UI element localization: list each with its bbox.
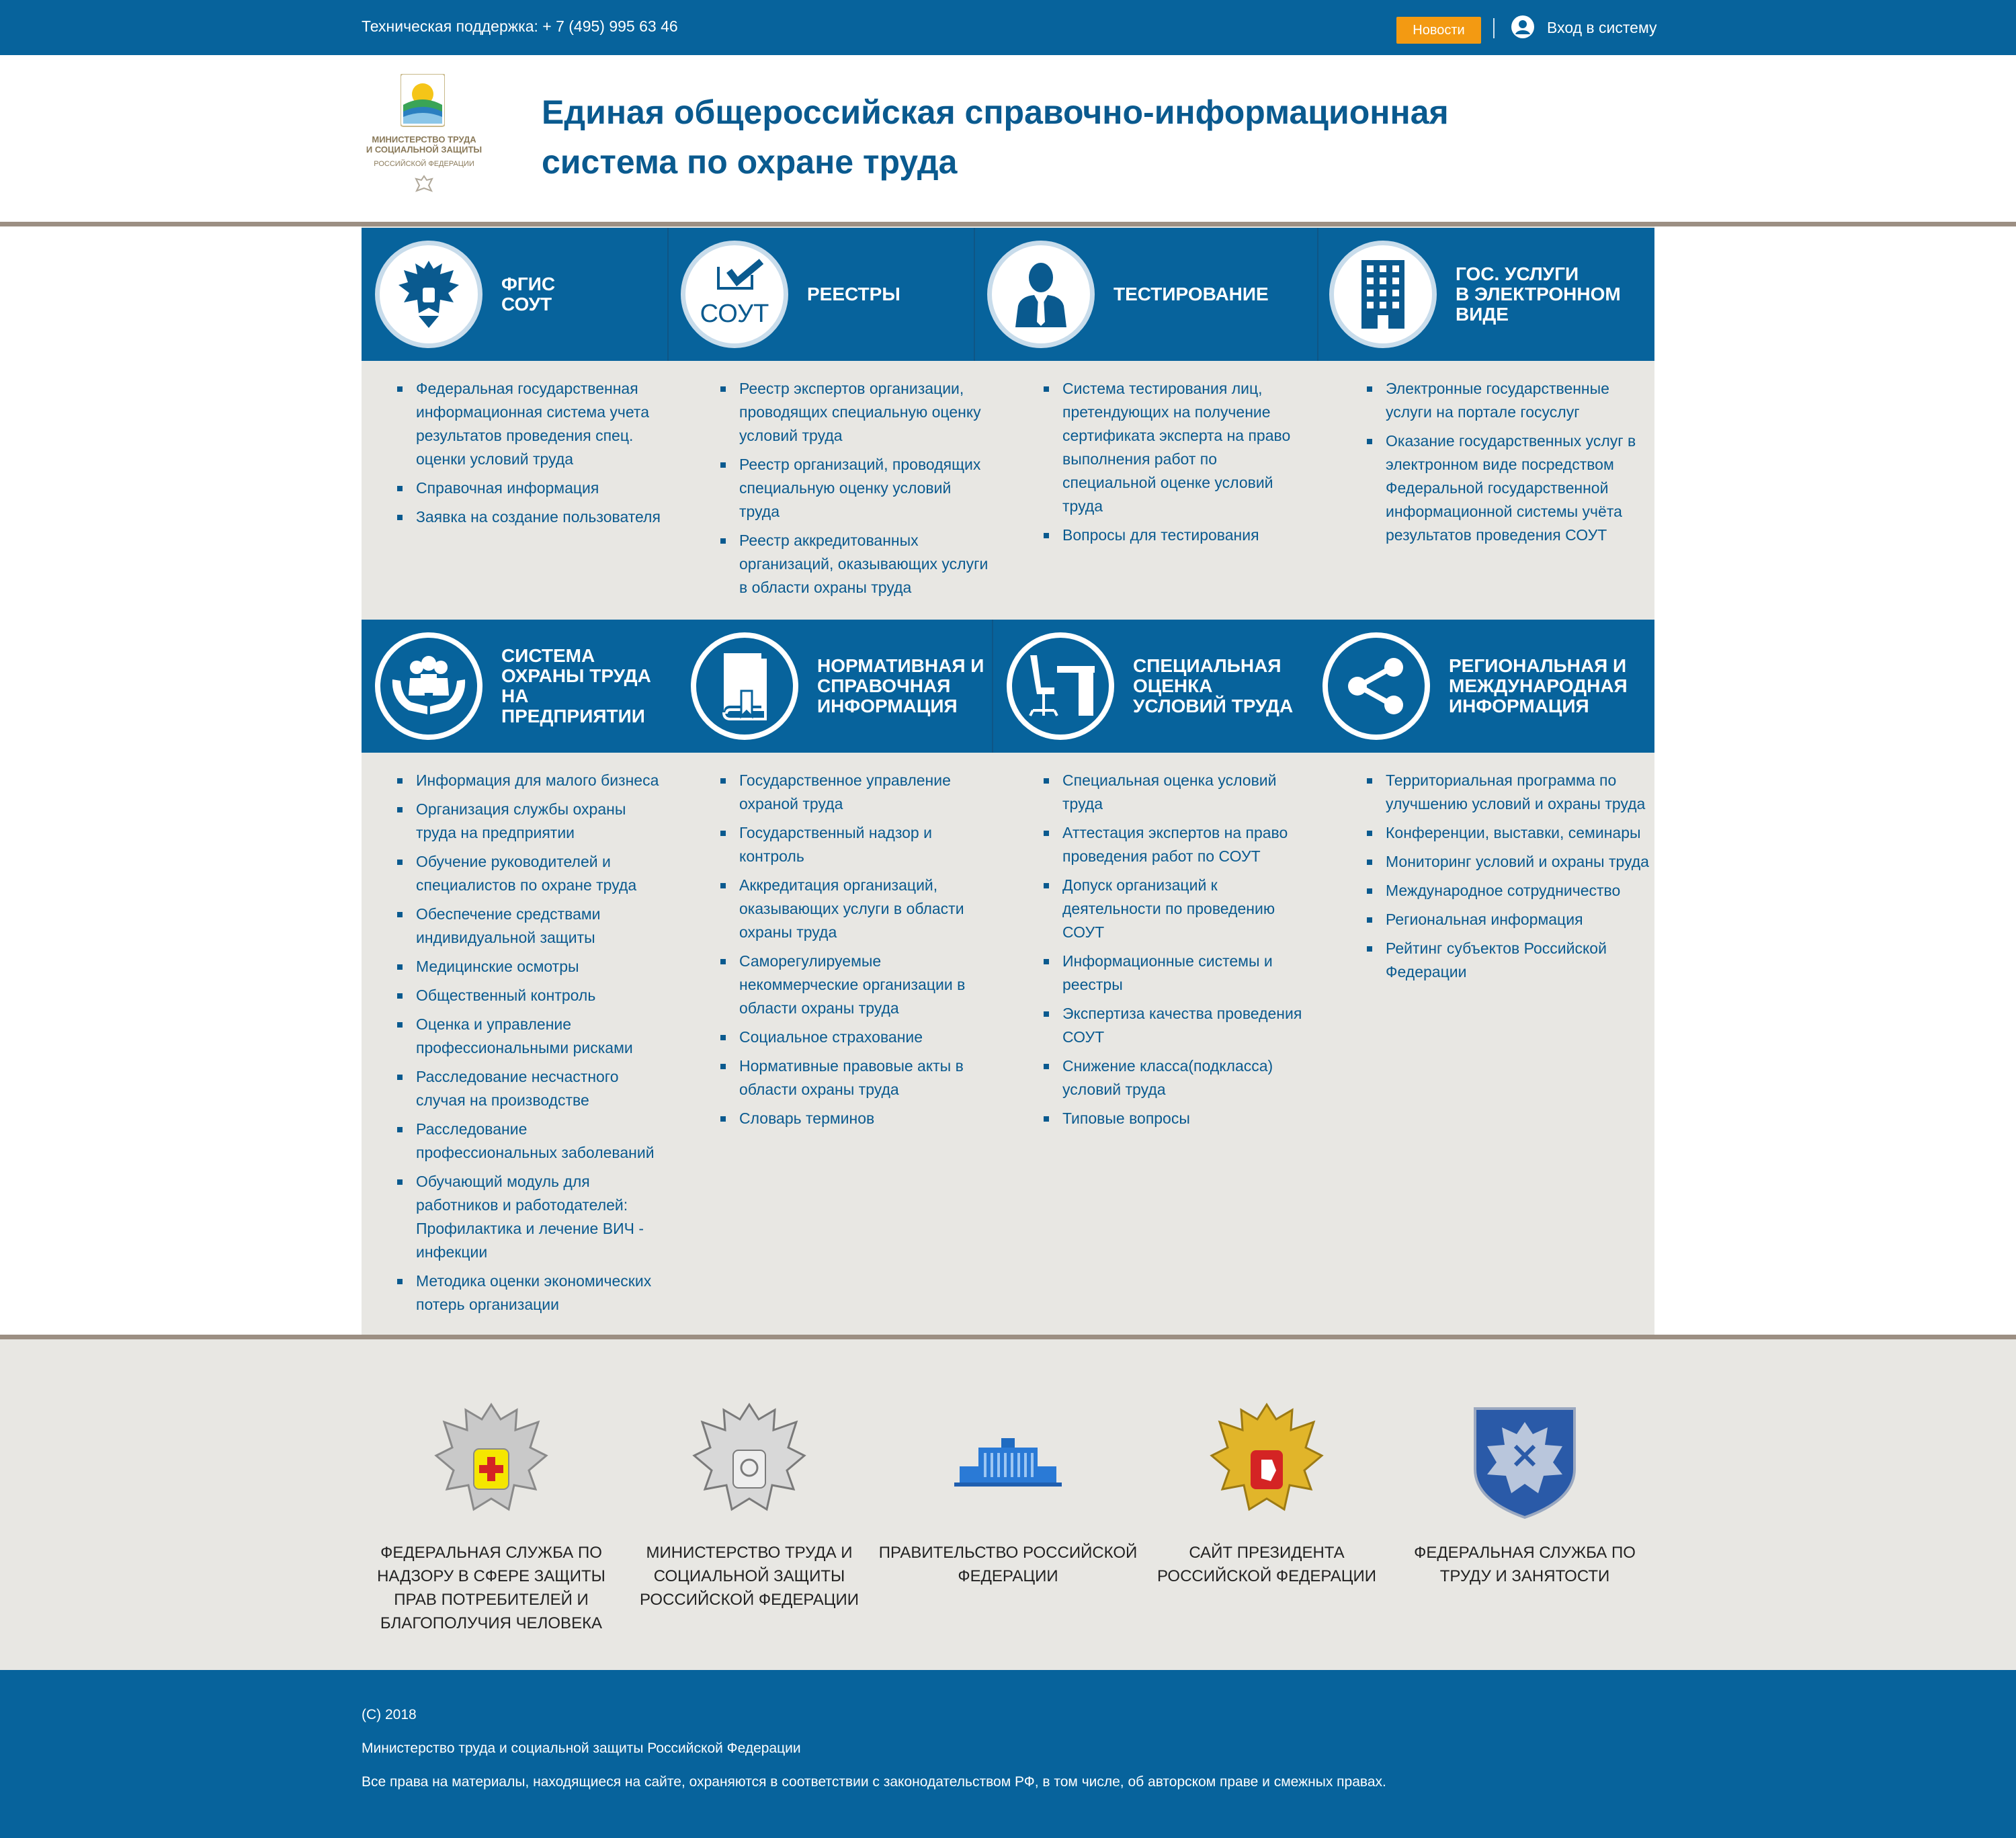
user-icon[interactable]: [1511, 15, 1535, 39]
partner-name: ФЕДЕРАЛЬНАЯ СЛУЖБА ПО ТРУДУ И ЗАНЯТОСТИ: [1414, 1544, 1636, 1585]
category-regional-info[interactable]: [1322, 632, 1628, 740]
category-divider: [974, 228, 975, 361]
list-item[interactable]: Организация службы охраны труда на предприятии: [397, 798, 666, 845]
list-item[interactable]: Аттестация экспертов на право проведения работ по СОУТ: [1044, 821, 1312, 868]
link-list-regional: [1367, 769, 1649, 989]
list-item[interactable]: Международное сотрудничество: [1367, 879, 1649, 903]
title-line-1: Единая общероссийская справочно-информационная: [542, 93, 1449, 131]
logo-line-2: И СОЦИАЛЬНОЙ ЗАЩИТЫ: [366, 144, 482, 155]
footer-rights: Все права на материалы, находящиеся на сайте, охраняются в соответствии с законодательством РФ, в том числе, об авторском праве и смежных правах.: [362, 1774, 1386, 1790]
share-icon: [1322, 632, 1430, 740]
list-item[interactable]: Обучающий модуль для работников и работодателей: Профилактика и лечение ВИЧ - инфекции: [397, 1170, 666, 1264]
list-item[interactable]: Рейтинг субъектов Российской Федерации: [1367, 937, 1649, 984]
category-divider: [667, 228, 669, 361]
list-item[interactable]: Информация для малого бизнеса: [397, 769, 666, 792]
list-item[interactable]: Заявка на создание пользователя: [397, 505, 666, 529]
link-list-gov-services: [1367, 377, 1649, 552]
list-item[interactable]: Региональная информация: [1367, 908, 1649, 931]
list-item[interactable]: Медицинские осмотры: [397, 955, 666, 978]
list-item[interactable]: Мониторинг условий и охраны труда: [1367, 850, 1649, 874]
sout-icon-text: СОУТ: [700, 300, 769, 328]
category-fgis-sout[interactable]: [375, 241, 555, 348]
list-item[interactable]: Обеспечение средствами индивидуальной защиты: [397, 903, 666, 950]
category-label: НОРМАТИВНАЯ И СПРАВОЧНАЯ ИНФОРМАЦИЯ: [817, 655, 984, 716]
footer-organization: Министерство труда и социальной защиты Российской Федерации: [362, 1741, 801, 1756]
building-icon: [1329, 241, 1437, 348]
footer-copyright: (C) 2018: [362, 1707, 417, 1722]
partner-name: САЙТ ПРЕЗИДЕНТА РОССИЙСКОЙ ФЕДЕРАЦИИ: [1157, 1544, 1377, 1585]
list-item[interactable]: Оценка и управление профессиональными рисками: [397, 1013, 666, 1060]
small-eagle-icon: [414, 173, 434, 196]
partner-name: ФЕДЕРАЛЬНАЯ СЛУЖБА ПО НАДЗОРУ В СФЕРЕ ЗАЩИТЫ ПРАВ ПОТРЕБИТЕЛЕЙ И БЛАГОПОЛУЧИЯ ЧЕЛОВЕКА: [377, 1544, 605, 1632]
list-item[interactable]: Электронные государственные услуги на портале госуслуг: [1367, 377, 1649, 424]
list-item[interactable]: Социальное страхование: [720, 1026, 989, 1049]
rostrud-emblem-icon: [1464, 1395, 1585, 1523]
list-item[interactable]: Расследование профессиональных заболеваний: [397, 1118, 666, 1165]
eagle-icon: [375, 241, 482, 348]
partner-government[interactable]: [878, 1395, 1138, 1588]
link-list-special-assessment: [1044, 769, 1312, 1136]
category-label: РЕГИОНАЛЬНАЯ И МЕЖДУНАРОДНАЯ ИНФОРМАЦИЯ: [1449, 655, 1628, 716]
mintrud-emblem-icon: [689, 1395, 810, 1523]
link-list-fgis: [397, 377, 666, 534]
president-emblem-icon: [1206, 1395, 1327, 1523]
site-footer: [0, 1670, 2016, 1838]
link-list-registries: [720, 377, 989, 605]
list-item[interactable]: Экспертиза качества проведения СОУТ: [1044, 1002, 1312, 1049]
list-item[interactable]: Реестр аккредитованных организаций, оказывающих услуги в области охраны труда: [720, 529, 989, 599]
category-registries[interactable]: [681, 241, 900, 348]
list-item[interactable]: Реестр организаций, проводящих специальную оценку условий труда: [720, 453, 989, 524]
category-label: СИСТЕМА ОХРАНЫ ТРУДА НА ПРЕДПРИЯТИИ: [501, 645, 651, 726]
list-item[interactable]: Саморегулируемые некоммерческие организации в области охраны труда: [720, 950, 989, 1020]
list-item[interactable]: Территориальная программа по улучшению условий и охраны труда: [1367, 769, 1649, 816]
category-gov-services[interactable]: [1329, 241, 1621, 348]
category-label: ТЕСТИРОВАНИЕ: [1114, 284, 1269, 304]
category-label: ГОС. УСЛУГИ В ЭЛЕКТРОННОМ ВИДЕ: [1456, 263, 1621, 325]
support-phone: Техническая поддержка: + 7 (495) 995 63 46: [362, 17, 678, 35]
list-item[interactable]: Допуск организаций к деятельности по проведению СОУТ: [1044, 874, 1312, 944]
link-list-labor-protection: [397, 769, 666, 1322]
category-label: РЕЕСТРЫ: [807, 284, 900, 304]
list-item[interactable]: Аккредитация организаций, оказывающих услуги в области охраны труда: [720, 874, 989, 944]
list-item[interactable]: Нормативные правовые акты в области охраны труда: [720, 1054, 989, 1101]
list-item[interactable]: Реестр экспертов организации, проводящих специальную оценку условий труда: [720, 377, 989, 448]
news-button[interactable]: Новости: [1396, 17, 1481, 44]
link-list-normative: [720, 769, 989, 1136]
partner-rospotrebnadzor[interactable]: [362, 1395, 621, 1635]
top-bar: [0, 0, 2016, 55]
partner-president[interactable]: [1137, 1395, 1396, 1588]
list-item[interactable]: Специальная оценка условий труда: [1044, 769, 1312, 816]
category-testing[interactable]: [987, 241, 1269, 348]
government-building-icon: [948, 1395, 1068, 1523]
list-item[interactable]: Справочная информация: [397, 476, 666, 500]
ministry-logo[interactable]: [362, 74, 487, 202]
ministry-sun-emblem-icon: [401, 74, 445, 128]
page-title: [542, 87, 1482, 187]
list-item[interactable]: Оказание государственных услуг в электронном виде посредством Федеральной государственной информационной системы учёта результатов проведения СОУТ: [1367, 429, 1649, 547]
list-item[interactable]: Федеральная государственная информационная система учета результатов проведения спец. оценки условий труда: [397, 377, 666, 471]
content-divider: [0, 1335, 2016, 1339]
header-divider: [0, 222, 2016, 226]
person-icon: [987, 241, 1095, 348]
partner-name: МИНИСТЕРСТВО ТРУДА И СОЦИАЛЬНОЙ ЗАЩИТЫ РОССИЙСКОЙ ФЕДЕРАЦИИ: [639, 1544, 859, 1609]
login-link[interactable]: Вход в систему: [1547, 19, 1657, 36]
list-item[interactable]: Государственное управление охраной труда: [720, 769, 989, 816]
sout-check-icon: [681, 241, 788, 348]
list-item[interactable]: Общественный контроль: [397, 984, 666, 1007]
logo-subtitle: РОССИЙСКОЙ ФЕДЕРАЦИИ: [374, 160, 474, 168]
category-label: СПЕЦИАЛЬНАЯ ОЦЕНКА УСЛОВИЙ ТРУДА: [1133, 655, 1294, 716]
list-item[interactable]: Вопросы для тестирования: [1044, 524, 1312, 547]
list-item[interactable]: Методика оценки экономических потерь организации: [397, 1269, 666, 1317]
list-item[interactable]: Снижение класса(подкласса) условий труда: [1044, 1054, 1312, 1101]
topbar-separator: [1493, 18, 1495, 38]
workplace-icon: [1007, 632, 1114, 740]
list-item[interactable]: Обучение руководителей и специалистов по охране труда: [397, 850, 666, 897]
logo-line-1: МИНИСТЕРСТВО ТРУДА: [372, 134, 476, 144]
list-item[interactable]: Словарь терминов: [720, 1107, 989, 1130]
list-item[interactable]: Информационные системы и реестры: [1044, 950, 1312, 997]
category-special-assessment[interactable]: [1007, 632, 1293, 740]
book-icon: [691, 632, 798, 740]
category-divider: [1317, 228, 1318, 361]
partner-mintrud[interactable]: [620, 1395, 879, 1612]
partner-rostrud[interactable]: [1395, 1395, 1654, 1588]
category-labor-protection-system[interactable]: [375, 632, 651, 740]
list-item[interactable]: Конференции, выставки, семинары: [1367, 821, 1649, 845]
partner-name: ПРАВИТЕЛЬСТВО РОССИЙСКОЙ ФЕДЕРАЦИИ: [878, 1544, 1138, 1585]
category-normative-info[interactable]: [691, 632, 984, 740]
title-line-2: система по охране труда: [542, 143, 958, 181]
list-item[interactable]: Типовые вопросы: [1044, 1107, 1312, 1130]
category-divider: [992, 620, 993, 753]
category-label: ФГИС СОУТ: [501, 274, 556, 315]
list-item[interactable]: Расследование несчастного случая на производстве: [397, 1065, 666, 1112]
list-item[interactable]: Государственный надзор и контроль: [720, 821, 989, 868]
link-list-testing: [1044, 377, 1312, 552]
logo-ministry-name: [362, 134, 487, 155]
list-item[interactable]: Система тестирования лиц, претендующих на получение сертификата эксперта на право выполнения работ по специальной оценке условий труда: [1044, 377, 1312, 518]
people-hands-icon: [375, 632, 482, 740]
rospotrebnadzor-emblem-icon: [431, 1395, 552, 1523]
